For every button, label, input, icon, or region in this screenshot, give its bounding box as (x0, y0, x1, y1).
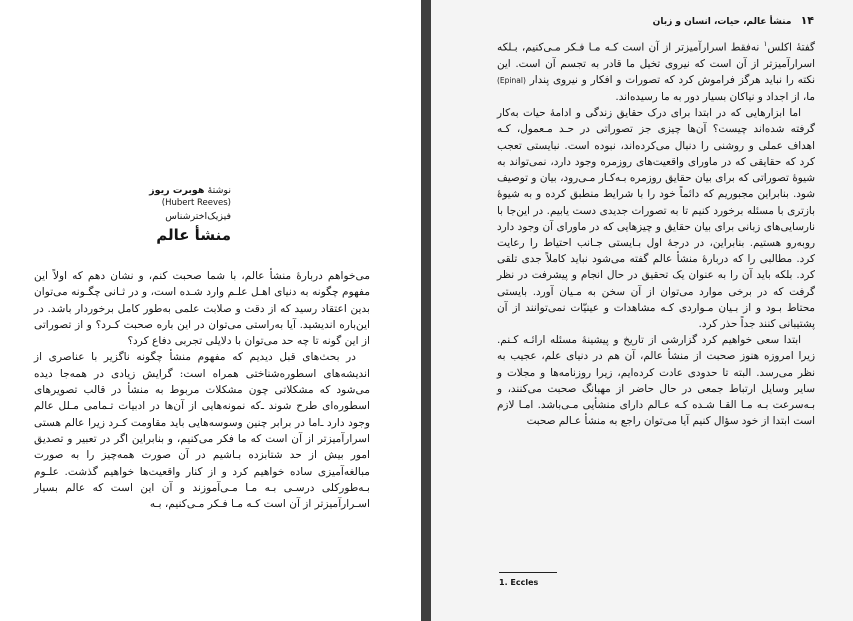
running-head-title: منشأ عالم، حیات، انسان و زبان (652, 17, 792, 27)
left-paragraph-1: می‌خواهم دربارهٔ منشأ عالم، با شما صحبت کنم، و نشان دهم که اولاً این مفهوم چگونه به دنیای اهـل علـم وارد شـده است، و در ثـانی چگـونه می‌توان بدین اعتقاد رسید که از دقت و صلابت علمی به‌طور کامل برخوردار باشد. در این‌باره اندیشید. آیا به‌راستی می‌توان در این باره صحبت کـرد؟ و از تصوراتی از این گونه تا چه حد می‌توان با دلایلی تجربی دفاع کرد؟ (34, 270, 370, 348)
author-prefix: نوشتهٔ (207, 185, 231, 196)
author-latin-name: (Hubert Reeves) (161, 198, 231, 208)
author-name: هوبرت ریوز (149, 185, 205, 196)
paragraph-end: ما، از اجداد و نیاکان بسیار دور به ما رسیده‌اند. (615, 91, 815, 104)
author-line (31, 184, 231, 197)
left-paragraph-2: در بحث‌های قبل دیدیم که مفهوم منشأ چگونه ناگزیر با عناصری از اندیشه‌های اسطوره‌شناختی همراه است: گرایش زیادی در همه‌جا دیده می‌شود که مشکلاتی چون مشکلات مربوط به منشأ در قالب تصویرهای اسطوره‌ای طرح شوند ـ‌که نمونه‌هایی از آن‌ها در ادبیات تـمامی مـلل عالم وجود دارد ـ‌اما در برابر چنین وسوسه‌هایی باید مقاومت کـرد زیرا عالم هستی اسرارآمیزتر از آن است که ما فکر می‌کنیم، و بنابراین اگر در تعبیر و تصدیق امور بیش از حد شتابزده بـاشیم در آن صورت همه‌چیز را به صورت مبالغه‌آمیزی ساده خواهیم کرد و از کنار واقعیت‌ها خواهیم گذشت. علـوم بـه‌طورکلی درسـی بـه مـا مـی‌آموزند و آن این است که عالم بسیار اسـرارآمیزتر از آن است کـه مـا فـکر مـی‌کنیم، بـه (34, 351, 370, 511)
chapter-title: منشأ عالم (156, 226, 231, 244)
right-body-text (497, 36, 815, 429)
author-role: فیزیک‌اخترشناس (165, 211, 231, 222)
paragraph-start: گفتهٔ اکلس (767, 41, 816, 54)
paragraph-middle: نه‌فقط اسرارآمیزتر از آن است کـه مـا فـکر مـی‌کنیم، بـلکه اسرارآمیزتر از آن است که نیروی تخیل ما قادر به تجسم آن است. این نکته را نباید هرگز فراموش کرد که تصورات و افکار و نیروی پندار (497, 41, 815, 86)
left-page (0, 0, 421, 621)
running-head (499, 14, 814, 27)
right-paragraph-3: ابتدا سعی خواهیم کرد گزارشی از تاریخ و پیشینهٔ مسئله ارائـه کـنم. زیرا امروزه هنوز صحبت از منشأ عالم، آن هم در دنیای علم، عجیب به نظر می‌رسد. البته تا حدودی عادت کرده‌ایم، زیرا روزنامه‌ها و مجلات و سایر وسایل ارتباط جمعی در حال حاضر از مهبانگ صحبت می‌کنند، و بـه‌سرعت بـه مـا القـا شـده کـه عـالم دارای منشأیی مـی‌باشد. امـا لازم است ابتدا از خود سؤال کنیم آیا می‌توان راجع به منشأ عـالم صحبت (497, 334, 815, 428)
right-paragraph-1 (497, 36, 815, 105)
book-gutter (421, 0, 431, 621)
footnote-rule (499, 572, 557, 573)
footnote: 1. Eccles (499, 578, 539, 587)
right-paragraph-2: اما ابزارهایی که در ابتدا برای درک حقایق زندگی و ادامهٔ حیات به‌کار گرفته شده‌اند چیست؟ آن‌ها چیزی جز تصوراتی در حـد مـعمول، کـه اهداف عملی و روشنی را دنبال می‌کرده‌اند، نبوده است. نبایستی تعجب کرد که حقایقی که در ماورای واقعیت‌های روزمره وجود دارد، نمی‌تواند به شیوهٔ تصوراتی که برای بیان حقایق روزمره بـه‌کـار مـی‌رود، بیان و توصیف شود. بنابراین مجبوریم که دائماً خود را با شرایط منطبق کرده و به شیوهٔ بازتری با مسئله برخورد کنیم تا به تصورات جدیدی دست یابیم. در این‌جا با نارسایی‌های زبانی برای بیان حقایق و چیزهایی که در ماورای آن وجود دارد روبه‌رو هستیم. بنابراین، در درجهٔ اول بـایستی جـانب احتیاط را رعایت کرد. مطالبی را که دربارهٔ منشأ عالم گفته می‌شود نباید کاملاً جدی تلقی کرد. بلکه باید آن را به عنوان یک تحقیق در حال انجام و پیشرفت در نظر گرفت که در برخی موارد می‌توان از آن سخن به مـیان آورد. بایستی محتاط بـود و از بـیان مـواردی کـه مشاهدات و عینیّات نمی‌توانند از آن پشتیبانی کنند جداً حذر کرد. (497, 107, 815, 330)
right-page (431, 0, 853, 621)
left-body-text (34, 268, 370, 512)
footnote-marker: ۱ (763, 40, 768, 48)
author-block (31, 184, 231, 223)
page-number: ۱۴ (800, 14, 814, 27)
latin-term: (Epinal) (497, 75, 526, 85)
